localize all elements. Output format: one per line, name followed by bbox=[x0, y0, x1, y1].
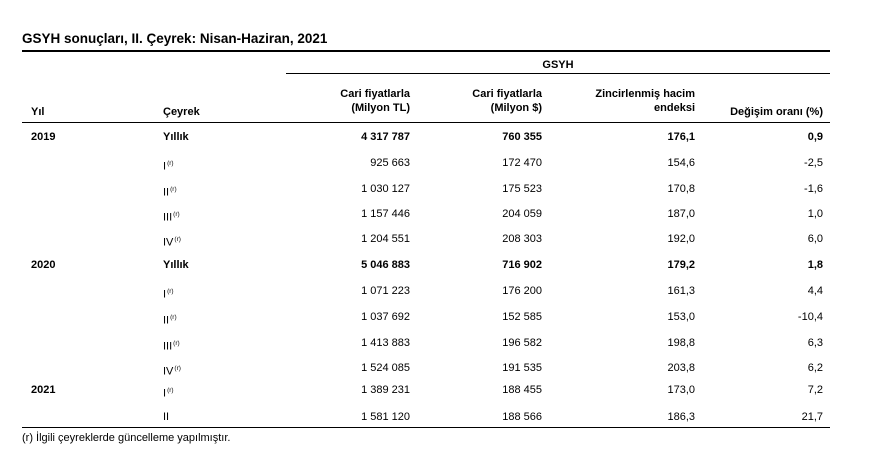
revision-marker: (r) bbox=[167, 387, 174, 394]
cell-quarter bbox=[163, 337, 243, 354]
cell-year-text: 2020 bbox=[31, 259, 56, 271]
cell-quarter-text: I bbox=[163, 160, 167, 173]
cell-year-text: 2019 bbox=[31, 131, 56, 143]
cell-quarter bbox=[163, 157, 243, 174]
cell-index: 203,8 bbox=[667, 362, 695, 374]
revision-marker: (r) bbox=[167, 160, 174, 167]
cell-tl: 1 524 085 bbox=[361, 362, 410, 374]
cell-quarter-text: Yıllık bbox=[163, 131, 189, 143]
cell-index: 161,3 bbox=[667, 285, 695, 297]
cell-change: -1,6 bbox=[804, 183, 823, 195]
cell-year bbox=[31, 131, 91, 144]
header-usd-line2: (Milyon $) bbox=[490, 102, 542, 114]
cell-usd: 760 355 bbox=[502, 131, 542, 143]
cell-usd: 176 200 bbox=[502, 285, 542, 297]
cell-quarter-text: IV bbox=[163, 236, 174, 249]
cell-quarter-text: Yıllık bbox=[163, 259, 189, 271]
revision-marker: (r) bbox=[173, 211, 180, 218]
cell-index: 187,0 bbox=[667, 208, 695, 220]
cell-change: -10,4 bbox=[797, 311, 823, 323]
cell-tl: 1 071 223 bbox=[361, 285, 410, 297]
cell-index: 179,2 bbox=[667, 259, 695, 271]
cell-quarter-text: IV bbox=[163, 365, 174, 378]
cell-change: 7,2 bbox=[807, 384, 823, 396]
cell-index: 186,3 bbox=[667, 411, 695, 423]
cell-quarter bbox=[163, 285, 243, 302]
header-usd-line1: Cari fiyatlarla bbox=[472, 88, 542, 100]
cell-tl: 1 413 883 bbox=[361, 337, 410, 349]
cell-tl: 5 046 883 bbox=[361, 259, 410, 271]
cell-tl: 925 663 bbox=[370, 157, 410, 169]
cell-change: 1,8 bbox=[807, 259, 823, 271]
cell-index: 154,6 bbox=[667, 157, 695, 169]
cell-change: 6,2 bbox=[807, 362, 823, 374]
cell-change: 21,7 bbox=[801, 411, 823, 423]
cell-index: 192,0 bbox=[667, 233, 695, 245]
cell-change: 6,3 bbox=[807, 337, 823, 349]
cell-tl: 4 317 787 bbox=[361, 131, 410, 143]
cell-quarter-text: I bbox=[163, 288, 167, 301]
cell-quarter bbox=[163, 362, 243, 379]
cell-quarter bbox=[163, 131, 243, 144]
cell-usd: 191 535 bbox=[502, 362, 542, 374]
cell-quarter bbox=[163, 411, 243, 424]
cell-change: 6,0 bbox=[807, 233, 823, 245]
cell-quarter bbox=[163, 208, 243, 225]
revision-marker: (r) bbox=[170, 314, 177, 321]
cell-change: 0,9 bbox=[807, 131, 823, 143]
cell-tl: 1 581 120 bbox=[361, 411, 410, 423]
cell-quarter bbox=[163, 183, 243, 200]
cell-usd: 188 455 bbox=[502, 384, 542, 396]
footnote: (r) İlgili çeyreklerde güncelleme yapılmıştır. bbox=[22, 432, 231, 444]
cell-change: -2,5 bbox=[804, 157, 823, 169]
header-quarter: Çeyrek bbox=[163, 106, 200, 118]
cell-index: 173,0 bbox=[667, 384, 695, 396]
header-tl-line1: Cari fiyatlarla bbox=[340, 88, 410, 100]
header-index bbox=[560, 87, 695, 115]
cell-year bbox=[31, 384, 91, 397]
cell-tl: 1 157 446 bbox=[361, 208, 410, 220]
top-rule bbox=[22, 50, 830, 52]
cell-quarter bbox=[163, 233, 243, 250]
cell-quarter bbox=[163, 384, 243, 401]
revision-marker: (r) bbox=[170, 186, 177, 193]
cell-quarter-text: II bbox=[163, 411, 170, 423]
cell-tl: 1 204 551 bbox=[361, 233, 410, 245]
cell-quarter-text: I bbox=[163, 387, 167, 400]
group-header-rule bbox=[286, 73, 830, 74]
cell-year-text: 2021 bbox=[31, 384, 56, 396]
header-index-line2: endeksi bbox=[654, 102, 695, 114]
cell-quarter-text: III bbox=[163, 340, 173, 353]
cell-usd: 175 523 bbox=[502, 183, 542, 195]
cell-index: 176,1 bbox=[667, 131, 695, 143]
cell-usd: 152 585 bbox=[502, 311, 542, 323]
cell-quarter-text: III bbox=[163, 211, 173, 224]
cell-index: 153,0 bbox=[667, 311, 695, 323]
revision-marker: (r) bbox=[174, 365, 181, 372]
header-usd bbox=[432, 87, 542, 115]
cell-usd: 172 470 bbox=[502, 157, 542, 169]
cell-tl: 1 030 127 bbox=[361, 183, 410, 195]
cell-quarter-text: II bbox=[163, 314, 170, 327]
cell-usd: 716 902 bbox=[502, 259, 542, 271]
revision-marker: (r) bbox=[173, 340, 180, 347]
bottom-rule bbox=[22, 427, 830, 428]
cell-usd: 196 582 bbox=[502, 337, 542, 349]
cell-tl: 1 037 692 bbox=[361, 311, 410, 323]
cell-quarter bbox=[163, 259, 243, 272]
revision-marker: (r) bbox=[167, 288, 174, 295]
cell-index: 198,8 bbox=[667, 337, 695, 349]
cell-change: 4,4 bbox=[807, 285, 823, 297]
cell-usd: 208 303 bbox=[502, 233, 542, 245]
cell-tl: 1 389 231 bbox=[361, 384, 410, 396]
cell-quarter-text: II bbox=[163, 186, 170, 199]
cell-year bbox=[31, 259, 91, 272]
cell-usd: 204 059 bbox=[502, 208, 542, 220]
cell-index: 170,8 bbox=[667, 183, 695, 195]
header-tl bbox=[300, 87, 410, 115]
header-change: Değişim oranı (%) bbox=[730, 106, 823, 118]
table-title: GSYH sonuçları, II. Çeyrek: Nisan-Haziran, 2021 bbox=[22, 31, 328, 46]
header-rule bbox=[22, 122, 830, 123]
group-header-gsyh: GSYH bbox=[542, 59, 574, 71]
header-year: Yıl bbox=[31, 106, 45, 118]
revision-marker: (r) bbox=[174, 236, 181, 243]
cell-change: 1,0 bbox=[807, 208, 823, 220]
cell-usd: 188 566 bbox=[502, 411, 542, 423]
cell-quarter bbox=[163, 311, 243, 328]
header-tl-line2: (Milyon TL) bbox=[351, 102, 410, 114]
header-index-line1: Zincirlenmiş hacim bbox=[595, 88, 695, 100]
